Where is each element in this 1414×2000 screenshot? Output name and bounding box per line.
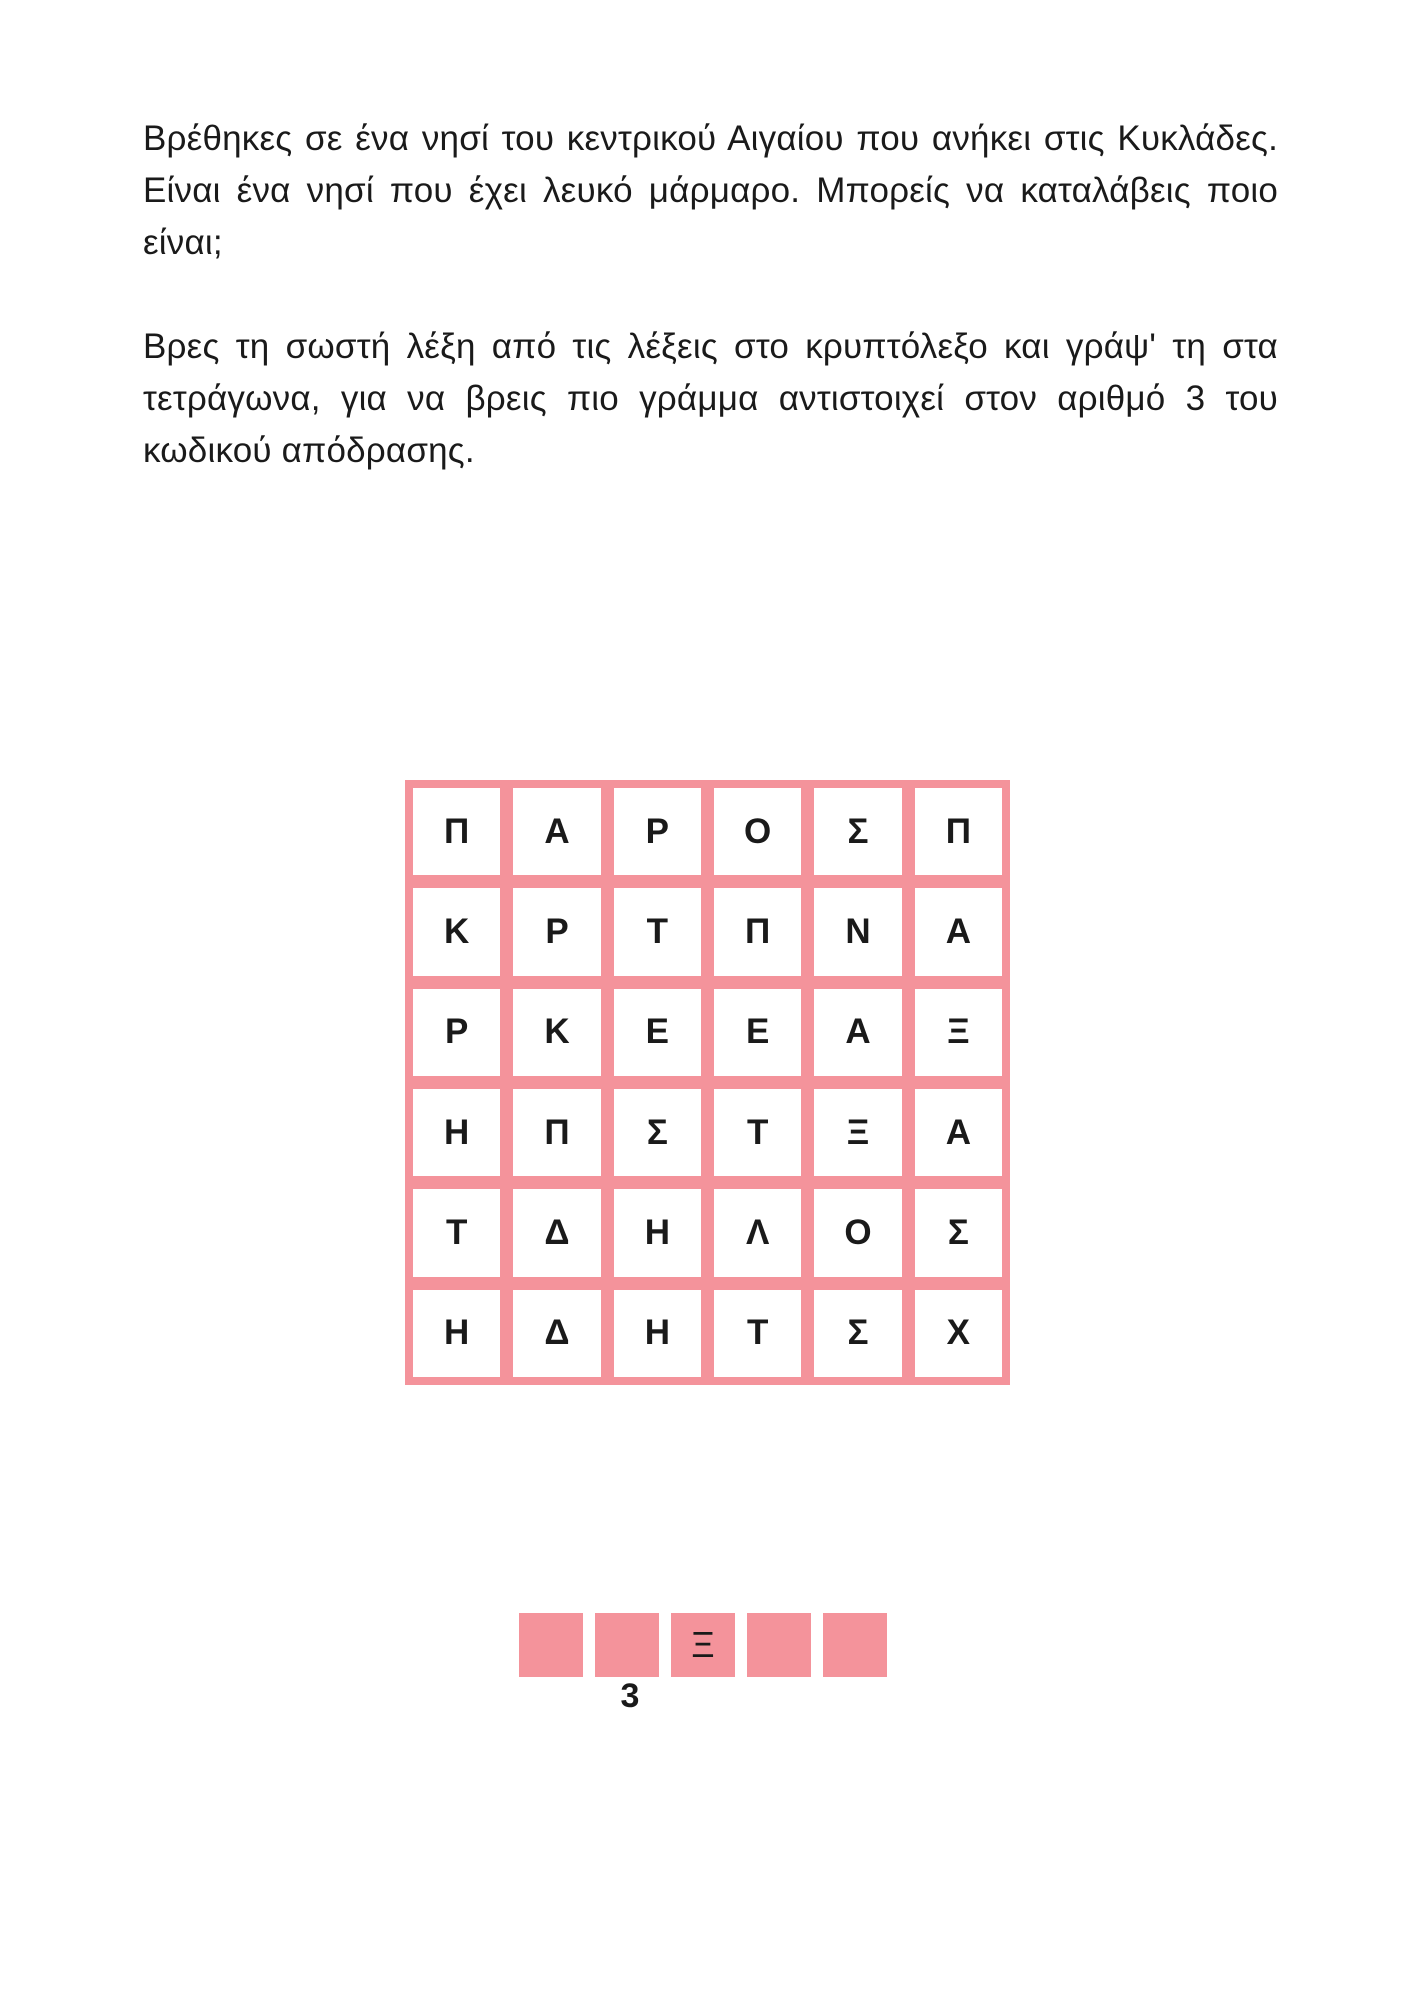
grid-cell[interactable] [911, 985, 1006, 1080]
grid-cell-letter: Π [413, 788, 500, 875]
grid-cell[interactable] [710, 1085, 805, 1180]
grid-cell-letter: Α [915, 888, 1002, 975]
grid-cell-letter: Ξ [915, 989, 1002, 1076]
instructions-paragraph: Βρες τη σωστή λέξη από τις λέξεις στο κρυπτόλεξο και γράψ' τη στα τετράγωνα, για να βρεις πιο γράμμα αντιστοιχεί στον αριθμό 3 του κωδικού απόδρασης. [143, 327, 1278, 470]
grid-cell[interactable] [911, 1286, 1006, 1381]
answer-box[interactable]: Ξ [671, 1613, 735, 1677]
grid-cell-letter: Σ [614, 1089, 701, 1176]
grid-cell-letter: Σ [915, 1189, 1002, 1276]
grid-cell-letter: Τ [413, 1189, 500, 1276]
grid-cell-letter: Π [513, 1089, 600, 1176]
grid-cell-letter: Τ [614, 888, 701, 975]
grid-cell[interactable] [810, 884, 905, 979]
grid-cell-letter: Ρ [513, 888, 600, 975]
grid-cell-letter: Δ [513, 1290, 600, 1377]
grid-cell[interactable] [710, 784, 805, 879]
grid-cell[interactable] [409, 784, 504, 879]
grid-cell-letter: Η [614, 1290, 701, 1377]
grid-cell[interactable] [911, 784, 1006, 879]
grid-cell-letter: Κ [413, 888, 500, 975]
grid-cell[interactable] [810, 784, 905, 879]
grid-cell[interactable] [710, 1286, 805, 1381]
grid-cell[interactable] [911, 884, 1006, 979]
grid-cell-letter: Ρ [413, 989, 500, 1076]
grid-cell-letter: Π [714, 888, 801, 975]
grid-cell[interactable] [610, 1185, 705, 1280]
grid-cell[interactable] [610, 1085, 705, 1180]
grid-cell-letter: Ξ [814, 1089, 901, 1176]
grid-cell-letter: Σ [814, 1290, 901, 1377]
answer-box[interactable] [595, 1613, 659, 1677]
grid-cell[interactable] [710, 1185, 805, 1280]
answer-box[interactable] [519, 1613, 583, 1677]
grid-cell-letter: Δ [513, 1189, 600, 1276]
answer-boxes [519, 1613, 899, 1677]
grid-cell[interactable] [509, 1085, 604, 1180]
grid-cell[interactable] [509, 784, 604, 879]
grid-cell[interactable] [509, 884, 604, 979]
grid-cell[interactable] [810, 1185, 905, 1280]
grid-cell-letter: Ρ [614, 788, 701, 875]
answer-box[interactable] [823, 1613, 887, 1677]
grid-cell[interactable] [610, 784, 705, 879]
grid-cell[interactable] [409, 1185, 504, 1280]
grid-cell-letter: Τ [714, 1089, 801, 1176]
answer-box[interactable] [747, 1613, 811, 1677]
code-number-label: 3 [620, 1677, 640, 1715]
grid-cell-letter: Κ [513, 989, 600, 1076]
grid-cell-letter: Ε [614, 989, 701, 1076]
grid-cell[interactable] [409, 1085, 504, 1180]
grid-cell[interactable] [409, 985, 504, 1080]
grid-cell[interactable] [610, 985, 705, 1080]
grid-cell-letter: Η [413, 1290, 500, 1377]
word-search-grid [405, 780, 1010, 1385]
grid-cell[interactable] [409, 884, 504, 979]
grid-cell[interactable] [509, 1185, 604, 1280]
grid-cell-letter: Ο [814, 1189, 901, 1276]
grid-cell-letter: Λ [714, 1189, 801, 1276]
grid-cell[interactable] [610, 1286, 705, 1381]
grid-cell-letter: Ο [714, 788, 801, 875]
grid-cell[interactable] [610, 884, 705, 979]
grid-cell[interactable] [911, 1185, 1006, 1280]
grid-cell[interactable] [810, 985, 905, 1080]
grid-cell-letter: Χ [915, 1290, 1002, 1377]
grid-cell-letter: Α [513, 788, 600, 875]
grid-cell-letter: Η [413, 1089, 500, 1176]
grid-cell-letter: Τ [714, 1290, 801, 1377]
grid-cell[interactable] [810, 1286, 905, 1381]
grid-cell[interactable] [710, 884, 805, 979]
grid-cell[interactable] [911, 1085, 1006, 1180]
grid-cell-letter: Ε [714, 989, 801, 1076]
grid-cell-letter: Η [614, 1189, 701, 1276]
grid-cell[interactable] [509, 1286, 604, 1381]
grid-cell-letter: Π [915, 788, 1002, 875]
intro-paragraph: Βρέθηκες σε ένα νησί του κεντρικού Αιγαίου που ανήκει στις Κυκλάδες. Είναι ένα νησί που έχει λευκό μάρμαρο. Μπορείς να καταλάβεις ποιο είναι; [143, 119, 1278, 262]
grid-cell[interactable] [509, 985, 604, 1080]
grid-cell[interactable] [710, 985, 805, 1080]
grid-cell-letter: Ν [814, 888, 901, 975]
grid-cell-letter: Α [814, 989, 901, 1076]
grid-cell[interactable] [810, 1085, 905, 1180]
grid-cell-letter: Σ [814, 788, 901, 875]
grid-cell[interactable] [409, 1286, 504, 1381]
grid-cell-letter: Α [915, 1089, 1002, 1176]
